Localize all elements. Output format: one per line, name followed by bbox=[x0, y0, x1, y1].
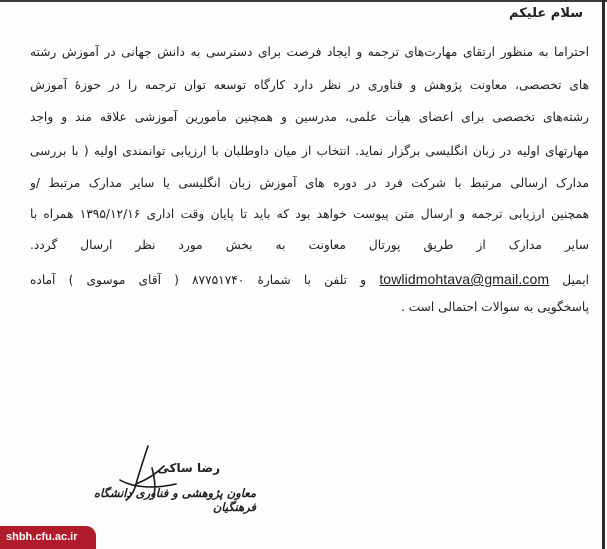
body-line: همچنین ارزیابی ترجمه و ارسال متن پیوست خواهد بود که باید تا پایان وقت اداری ۱۳۹۵/۱۲/۱۶ همراه با bbox=[30, 207, 589, 221]
contact-line bbox=[30, 271, 589, 287]
body-line: رشته‌های تخصصی برای اعضای هیأت علمی، مدرسین و همچنین مأمورین آموزشی علاقه مند و واجد bbox=[30, 110, 589, 124]
site-watermark: shbh.cfu.ac.ir bbox=[0, 526, 96, 549]
body-line: های تخصصی، معاونت پژوهش و فناوری در نظر دارد کارگاه توسعه توان ترجمه را در حوزهٔ آموزش bbox=[30, 78, 589, 92]
signer-name: رضا ساکی bbox=[157, 461, 220, 475]
salutation: سلام علیکم bbox=[509, 6, 583, 21]
body-line: پاسخگویی به سوالات احتمالی است . bbox=[400, 300, 589, 314]
email-prefix: ایمیل bbox=[562, 273, 589, 287]
body-line: احتراما به منظور ارتقای مهارت‌های ترجمه و ایجاد فرصت برای دسترسی به دانش جهانی در آموزش رشته bbox=[30, 45, 589, 59]
body-line: مهارتهای اولیه در زبان انگلیسی برگزار نماید. انتخاب از میان داوطلبان با ارزیابی توانمندی اولیه ( با بررسی bbox=[30, 144, 589, 158]
body-line: سایر مدارک از طریق پورتال معاونت به بخش مورد نظر ارسال گردد. bbox=[30, 238, 589, 252]
email-link[interactable]: towlidmohtava@gmail.com bbox=[379, 271, 550, 287]
body-line: مدارک ارسالی مرتبط با شرکت فرد در دوره های آموزش زبان انگلیسی یا سایر مدارک مرتبط /و bbox=[30, 176, 589, 190]
top-border bbox=[0, 0, 607, 2]
phone-text: و تلفن با شمارهٔ ۸۷۷۵۱۷۴۰ ( آقای موسوی ) آماده bbox=[30, 273, 367, 287]
signer-title: معاون پژوهشی و فناوری دانشگاه فرهنگیان bbox=[93, 486, 256, 514]
right-border bbox=[602, 0, 605, 549]
